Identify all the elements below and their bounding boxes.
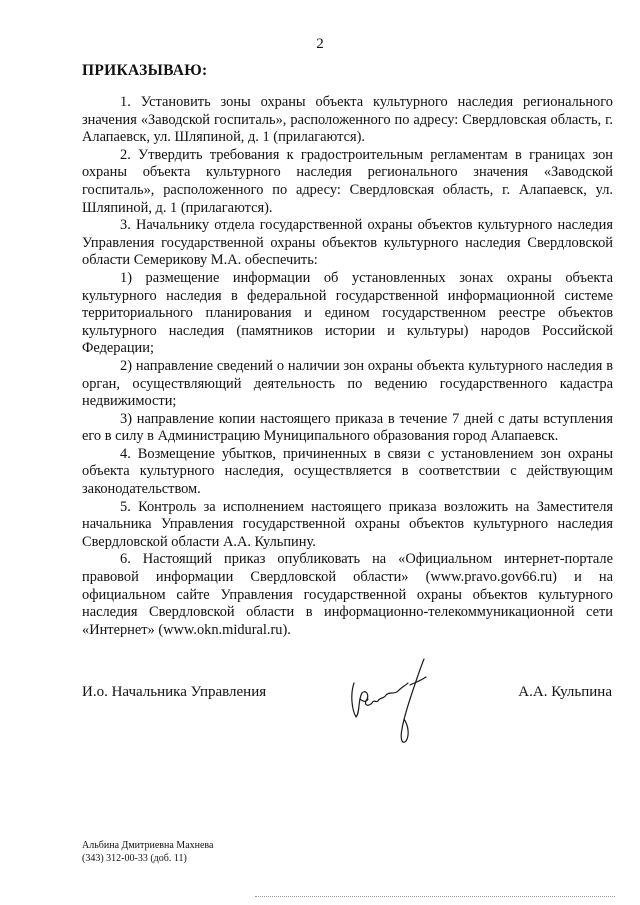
handwritten-signature [340, 655, 440, 747]
order-heading: ПРИКАЗЫВАЮ: [82, 62, 208, 79]
signatory-position: И.о. Начальника Управления [82, 684, 267, 700]
paragraph-3: 3. Начальнику отдела государственной охраны объектов культурного наследия Управления государственной охраны объектов культурного наследия Свердловской области Семерикову М.А. обеспечить: [82, 217, 613, 269]
paragraph-4: 4. Возмещение убытков, причиненных в связи с установлением зон охраны объекта культурного наследия, осуществляется в соответствии с действующим законодательством. [82, 445, 613, 498]
page-number: 2 [316, 36, 324, 52]
executor-phone: (343) 312-00-33 (доб. 11) [82, 852, 187, 864]
paragraph-1: 1. Установить зоны охраны объекта культурного наследия регионального значения «Заводской госпиталь», расположенного по адресу: Свердловская область, г. Алапаевск, ул. Шляпиной, д. 1 (прилагаются). [82, 94, 613, 146]
order-body [82, 94, 613, 639]
executor-info [82, 840, 213, 865]
paragraph-3-item-3: 3) направление копии настоящего приказа в течение 7 дней с даты вступления его в силу в Администрацию Муниципального образования город Алапаевск. [82, 410, 613, 445]
executor-name: Альбина Дмитриевна Махнева [82, 840, 214, 851]
footer-divider [255, 896, 615, 897]
paragraph-2: 2. Утвердить требования к градостроительным регламентам в границах зон охраны объекта культурного наследия регионального значения «Заводской госпиталь», расположенного по адресу: Свердловская область, г. Алапаевск, ул. Шляпиной, д. 1 (прилагаются). [82, 146, 613, 216]
paragraph-3-item-1: 1) размещение информации об установленных зонах охраны объекта культурного наследия в федеральной государственной информационной системе территориального планирования и едином государственном реестре объектов культурного наследия (памятников истории и культуры) народов Российской Федерации; [82, 269, 613, 357]
signatory-name: А.А. Кульпина [518, 684, 612, 700]
paragraph-6: 6. Настоящий приказ опубликовать на «Официальном интернет-портале правовой информации Свердловской области» (www.pravo.gov66.ru) и на официальном сайте Управления государственной охраны объектов культурного наследия Свердловской области в информационно-телекоммуникационной сети «Интернет» (www.okn.midural.ru). [82, 551, 613, 638]
paragraph-3-item-2: 2) направление сведений о наличии зон охраны объекта культурного наследия в орган, осуществляющий деятельность по ведению государственного кадастра недвижимости; [82, 357, 613, 410]
paragraph-5: 5. Контроль за исполнением настоящего приказа возложить на Заместителя начальника Управления государственной охраны объектов культурного наследия Свердловской области А.А. Кульпину. [82, 498, 613, 550]
